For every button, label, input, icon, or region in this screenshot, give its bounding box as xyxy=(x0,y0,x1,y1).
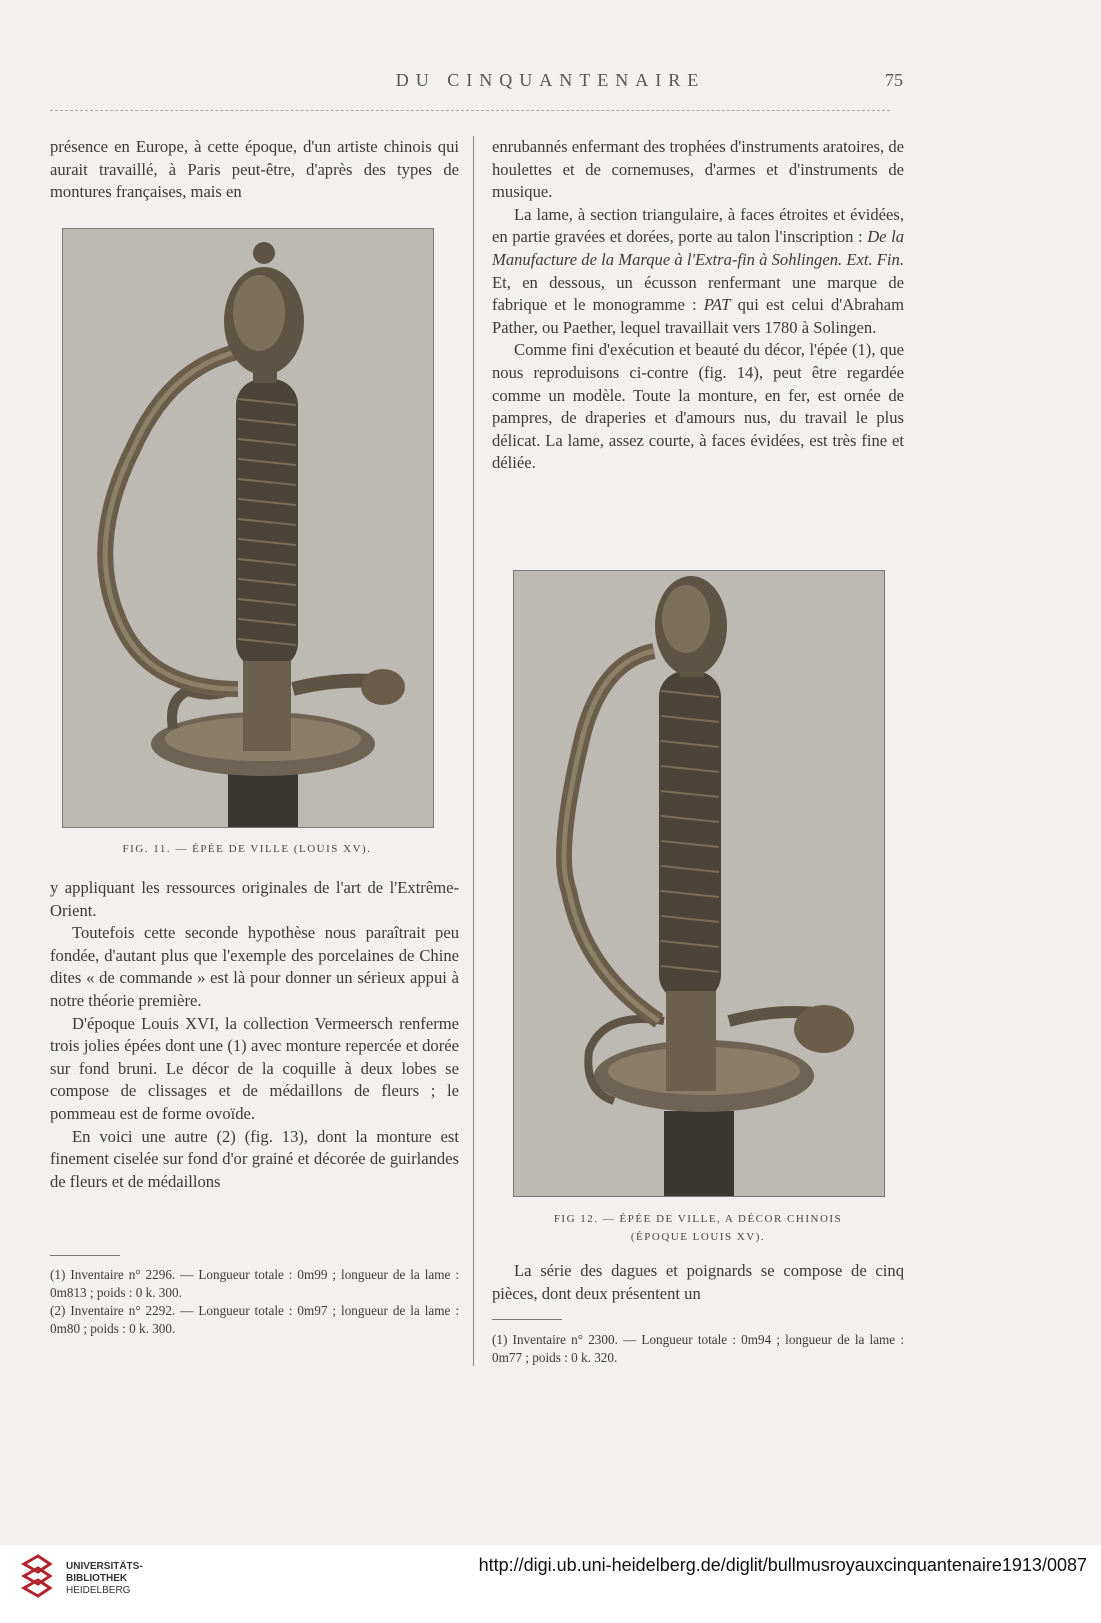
column-divider xyxy=(473,136,474,1366)
left-paragraph: présence en Europe, à cette époque, d'un artiste chinois qui aurait travaillé, à Paris peut-être, d'après des types de montures françaises, mais en xyxy=(50,137,459,202)
footnote: (1) Inventaire n° 2300. — Longueur totale : 0m94 ; longueur de la lame : 0m77 ; poids : 0 k. 320. xyxy=(492,1332,904,1365)
figure-12-photo xyxy=(513,570,885,1197)
footnote-rule xyxy=(50,1255,120,1256)
figure-11-photo xyxy=(62,228,434,828)
figure-12-caption-line2: (ÉPOQUE LOUIS XV). xyxy=(630,1231,766,1243)
left-footnotes xyxy=(50,1266,459,1338)
left-paragraph: D'époque Louis XVI, la collection Vermeersch renferme trois jolies épées dont une (1) avec monture repercée et dorée sur fond bruni. Le décor de la coquille à deux lobes se compose de clissages et de médaillons de fleurs ; le pommeau est de forme ovoïde. xyxy=(50,1013,459,1123)
right-column-top-text xyxy=(492,136,904,475)
footnote-rule xyxy=(492,1319,562,1320)
figure-12-caption xyxy=(513,1210,883,1246)
right-column-bottom-text xyxy=(492,1260,904,1305)
running-title: DU CINQUANTENAIRE xyxy=(395,70,706,90)
library-name xyxy=(66,1561,143,1597)
right-paragraph: Comme fini d'exécution et beauté du décor, l'épée (1), que nous reproduisons ci-contre (fig. 14), peut être regardée comme un modèle. Toute la monture, en fer, est ornée de pampres, de draperies et d'amours nus, du travail le plus délicat. La lame, assez courte, à faces évidées, est très fine et déliée. xyxy=(492,340,904,473)
monogram: PAT xyxy=(703,295,731,315)
left-column-bottom-text xyxy=(50,877,459,1193)
figure-12-caption-line1: FIG 12. — ÉPÉE DE VILLE, A DÉCOR CHINOIS xyxy=(553,1213,843,1225)
footnote: (2) Inventaire n° 2292. — Longueur totale : 0m97 ; longueur de la lame : 0m80 ; poids : 0 k. 300. xyxy=(50,1303,459,1336)
source-url-link[interactable]: http://digi.ub.uni-heidelberg.de/diglit/bullmusroyauxcinquantenaire1913/0087 xyxy=(478,1555,1087,1575)
library-logo-icon xyxy=(20,1554,54,1602)
right-footnotes xyxy=(492,1331,904,1367)
left-paragraph: Toutefois cette seconde hypothèse nous paraîtrait peu fondée, d'autant plus que l'exemple des porcelaines de Chine dites « de commande » est là pour donner un sérieux appui à notre théorie première. xyxy=(50,923,459,1010)
page-number: 75 xyxy=(885,70,903,90)
inscription-middle: Et, en dessous, un écusson renfermant une marque de fabrique et le monogramme : xyxy=(492,272,904,315)
right-paragraph: enrubannés enfermant des trophées d'instruments aratoires, de houlettes et de cornemuses, d'armes et d'instruments de musique. xyxy=(492,137,904,202)
inscription-lead: La lame, à section triangulaire, à faces étroites et évidées, en partie gravées et dorées, porte au talon l'inscription : xyxy=(492,204,904,247)
sword-illustration-icon xyxy=(514,571,884,1196)
right-paragraph-inscription xyxy=(492,204,904,340)
footnote: (1) Inventaire n° 2296. — Longueur totale : 0m99 ; longueur de la lame : 0m813 ; poids : 0 k. 300. xyxy=(50,1267,459,1300)
library-name-line: HEIDELBERG xyxy=(66,1585,131,1596)
left-paragraph: y appliquant les ressources originales de l'art de l'Extrême-Orient. xyxy=(50,878,459,920)
library-name-line: UNIVERSITÄTS- xyxy=(66,1561,143,1572)
left-column-top-text xyxy=(50,136,459,204)
library-name-line: BIBLIOTHEK xyxy=(66,1573,128,1584)
right-paragraph: La série des dagues et poignards se compose de cinq pièces, dont deux présentent un xyxy=(492,1261,904,1303)
inscription-italic: De la Manufacture de la Marque à l'Extra-fin à Sohlingen. Ext. Fin. xyxy=(492,227,904,269)
inscription-tail: qui est celui d'Abraham Pather, ou Paether, lequel travaillait vers 1780 à Solingen. xyxy=(492,295,904,337)
sword-illustration-icon xyxy=(63,229,433,827)
left-paragraph: En voici une autre (2) (fig. 13), dont la monture est finement ciselée sur fond d'or grainé et décorée de guirlandes de fleurs et de médaillons xyxy=(50,1126,459,1191)
figure-11-caption: FIG. 11. — ÉPÉE DE VILLE (LOUIS XV). xyxy=(122,843,372,855)
header-rule xyxy=(50,110,890,111)
